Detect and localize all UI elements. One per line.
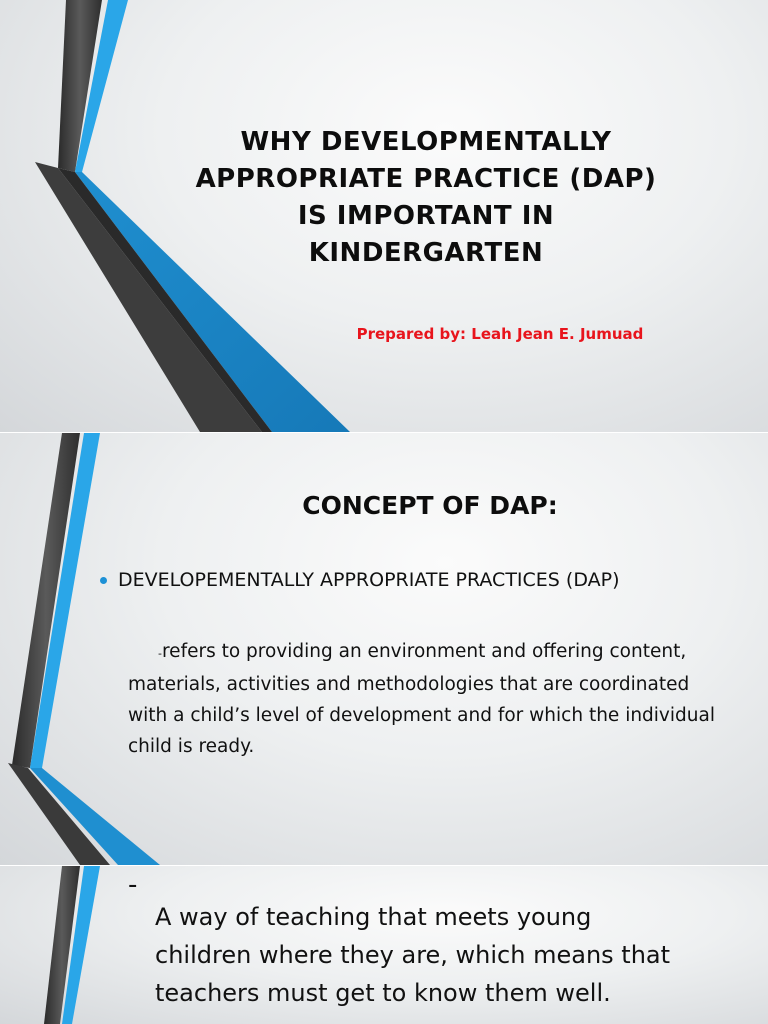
bullet-text: DEVELOPEMENTALLY APPROPRIATE PRACTICES (DAP) — [118, 569, 620, 591]
title-line: KINDERGARTEN — [308, 238, 544, 268]
slide-heading: CONCEPT OF DAP: — [302, 491, 558, 520]
dash-marker: - — [128, 870, 138, 900]
definition-paragraph — [128, 636, 728, 762]
slide-body-text: A way of teaching that meets young children where they are, which means that teachers must get to know them well. — [155, 903, 671, 1007]
title-line: APPROPRIATE PRACTICE (DAP) — [195, 164, 657, 194]
slide-title — [176, 124, 676, 272]
bullet-dot-icon — [100, 577, 107, 584]
bullet-item — [100, 565, 720, 595]
author-credit: Prepared by: Leah Jean E. Jumuad — [356, 325, 644, 343]
concept-slide — [0, 433, 768, 865]
paragraph-dash: - — [158, 647, 162, 660]
title-line: IS IMPORTANT IN — [297, 201, 555, 231]
title-slide — [0, 0, 768, 432]
third-slide — [0, 866, 768, 1024]
paragraph-text: refers to providing an environment and offering content, materials, activities and methodologies that are coordinated with a child’s level of development and for which the individual child is ready. — [128, 641, 715, 757]
title-line: WHY DEVELOPMENTALLY — [240, 127, 612, 157]
